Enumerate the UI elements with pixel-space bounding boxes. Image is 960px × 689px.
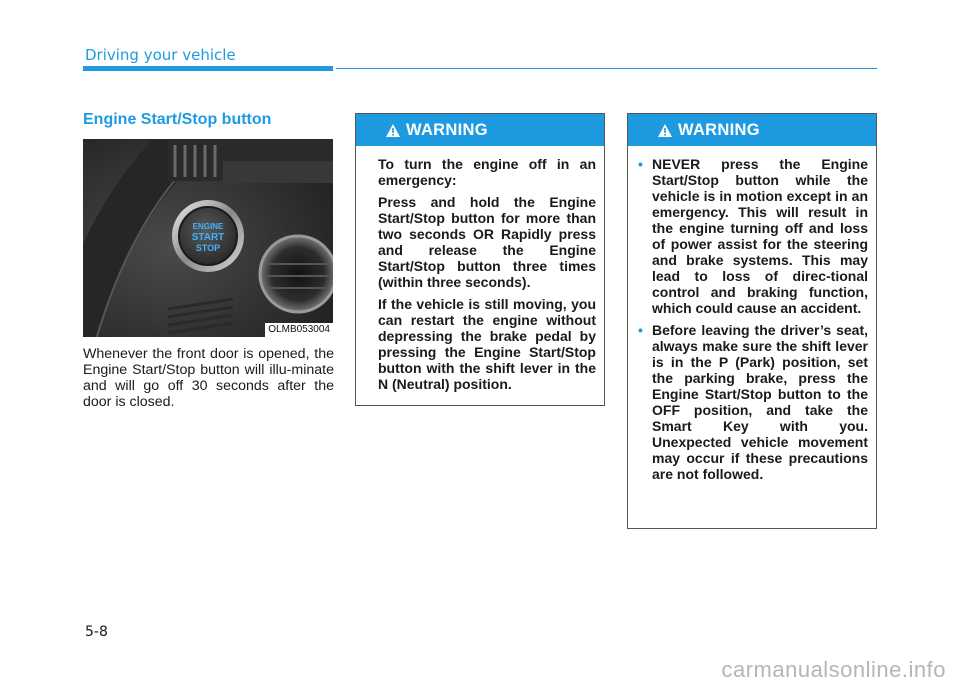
warning1-paragraph-1: To turn the engine off in an emergency: [378,156,596,188]
section-header: Driving your vehicle [85,46,236,64]
warning2-bullet-1: NEVER press the Engine Start/Stop button while the vehicle is in motion except in an emergency. This will result in the engine turning off and loss of power assist for the steering and brake systems. This may lead to loss of direc-tional control and braking function, which could cause an accident. [652,156,868,316]
warning-header-1 [356,114,604,146]
warning1-paragraph-2: Press and hold the Engine Start/Stop button for more than two seconds OR Rapidly press and release the Engine Start/Stop button three times (within three seconds). [378,194,596,290]
page-number: 5-8 [85,624,108,640]
warning2-bullet-item [638,322,868,482]
warning-body-2 [628,146,876,482]
body-text: Whenever the front door is opened, the Engine Start/Stop button will illu-minate and will go off 30 seconds after the door is closed. [83,346,334,410]
button-label-stop: STOP [195,243,221,253]
warning-triangle-icon [386,124,400,137]
watermark: carmanualsonline.info [721,657,946,682]
warning-header-2 [628,114,876,146]
button-label-engine: ENGINE [192,222,224,231]
warning-body-1 [356,146,604,392]
warning-title-1: WARNING [406,120,488,139]
warning2-bullet-item [638,156,868,316]
warning2-bullet-2: Before leaving the driver’s seat, always make sure the shift lever is in the P (Park) position, set the parking brake, press the Engine Start/Stop button to the OFF position, and take the Smart Key with you. Unexpected vehicle movement may occur if these precautions are not followed. [652,322,868,482]
warning-box-2 [627,113,877,529]
warning2-list [638,156,868,482]
warning-triangle-icon [658,124,672,137]
section-title: Engine Start/Stop button [83,111,272,128]
photo-code: OLMB053004 [265,323,333,337]
warning-box-1 [355,113,605,406]
engine-button-photo [83,139,333,337]
button-label-start: START [191,232,225,243]
warning-title-2: WARNING [678,120,760,139]
header-rule-thick [83,66,333,71]
warning1-paragraph-3: If the vehicle is still moving, you can restart the engine without depressing the brake pedal by pressing the Engine Start/Stop button with the shift lever in the N (Neutral) position. [378,296,596,392]
bullet-icon: • [638,156,643,172]
header-rule-thin [336,68,877,69]
bullet-icon: • [638,322,643,338]
